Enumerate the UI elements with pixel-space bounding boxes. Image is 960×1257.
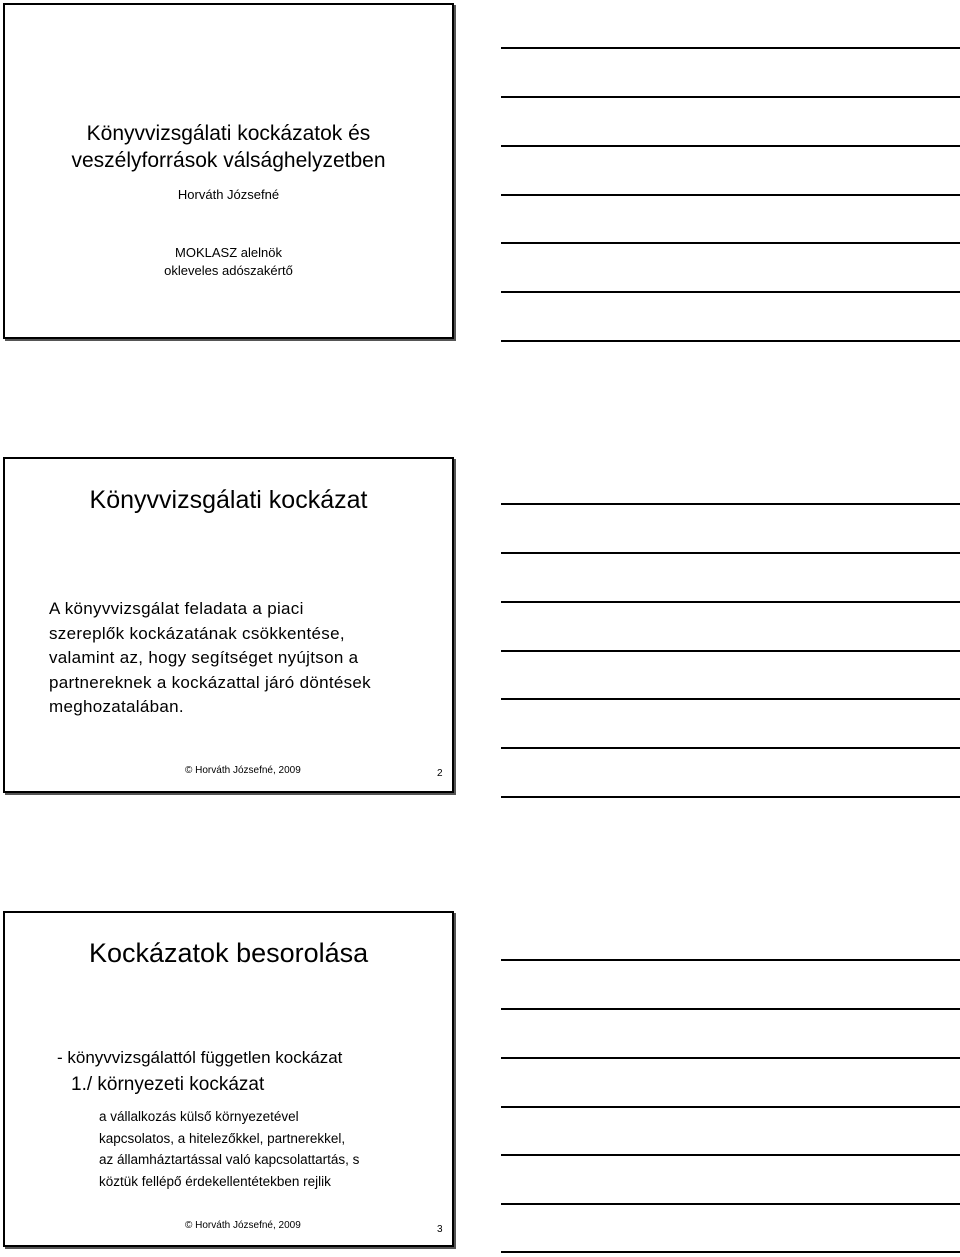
note-line — [501, 1008, 960, 1010]
note-line — [501, 698, 960, 700]
slide-1-title-line1: Könyvvizsgálati kockázatok és — [86, 122, 371, 145]
slide-3-page-number: 3 — [437, 1224, 443, 1235]
note-line — [501, 747, 960, 749]
slide-3-body-line: a vállalkozás külső környezetével — [99, 1109, 299, 1124]
note-line — [501, 1154, 960, 1156]
note-line — [501, 650, 960, 652]
note-line — [501, 291, 960, 293]
note-line — [501, 959, 960, 961]
slide-2-body-line: A könyvvizsgálat feladata a piaci — [49, 599, 304, 618]
slide-2-body-line: szereplők kockázatának csökkentése, — [49, 623, 345, 643]
slide-3 — [3, 911, 454, 1247]
note-line — [501, 194, 960, 196]
note-line — [501, 601, 960, 603]
note-line — [501, 1203, 960, 1205]
note-line — [501, 503, 960, 505]
note-line — [501, 552, 960, 554]
slide-2-title: Könyvvizsgálati kockázat — [89, 486, 368, 514]
slide-1-title-line2: veszélyforrások válsághelyzetben — [71, 149, 386, 172]
note-line — [501, 796, 960, 798]
slide-3-bullet-2: 1./ környezeti kockázat — [71, 1074, 265, 1095]
slide-1-role-line2: okleveles adószakértő — [164, 263, 293, 278]
slide-3-copyright: © Horváth Józsefné, 2009 — [185, 1220, 301, 1231]
slide-3-body — [99, 1106, 359, 1192]
slide-3-body-line: kapcsolatos, a hitelezőkkel, partnerekkel, — [99, 1130, 346, 1146]
slide-2-body-line: meghozatalában. — [49, 697, 184, 716]
slide-2-body — [49, 597, 449, 720]
slide-1-author: Horváth Józsefné — [177, 187, 280, 202]
slide-3-body-line: az államháztartással való kapcsolattartás, s — [99, 1152, 360, 1167]
note-line — [501, 145, 960, 147]
slide-3-body-line: köztük fellépő érdekellentétekben rejlik — [99, 1173, 331, 1189]
slide-2-copyright: © Horváth Józsefné, 2009 — [185, 765, 301, 776]
note-line — [501, 96, 960, 98]
slide-2-body-line: partnereknek a kockázattal járó döntések — [49, 672, 371, 692]
slide-3-title: Kockázatok besorolása — [89, 938, 369, 968]
note-line — [501, 340, 960, 342]
slide-2-body-line: valamint az, hogy segítséget nyújtson a — [49, 648, 359, 667]
slide-1 — [3, 3, 454, 339]
slide-2-page-number: 2 — [437, 768, 443, 779]
note-line — [501, 1251, 960, 1253]
slide-3-bullet-1: - könyvvizsgálattól független kockázat — [57, 1048, 343, 1067]
note-line — [501, 242, 960, 244]
slide-2 — [3, 457, 454, 793]
slide-1-role-line1: MOKLASZ alelnök — [175, 245, 282, 260]
note-line — [501, 47, 960, 49]
slide-1-title — [5, 120, 452, 174]
note-line — [501, 1106, 960, 1108]
note-line — [501, 1057, 960, 1059]
